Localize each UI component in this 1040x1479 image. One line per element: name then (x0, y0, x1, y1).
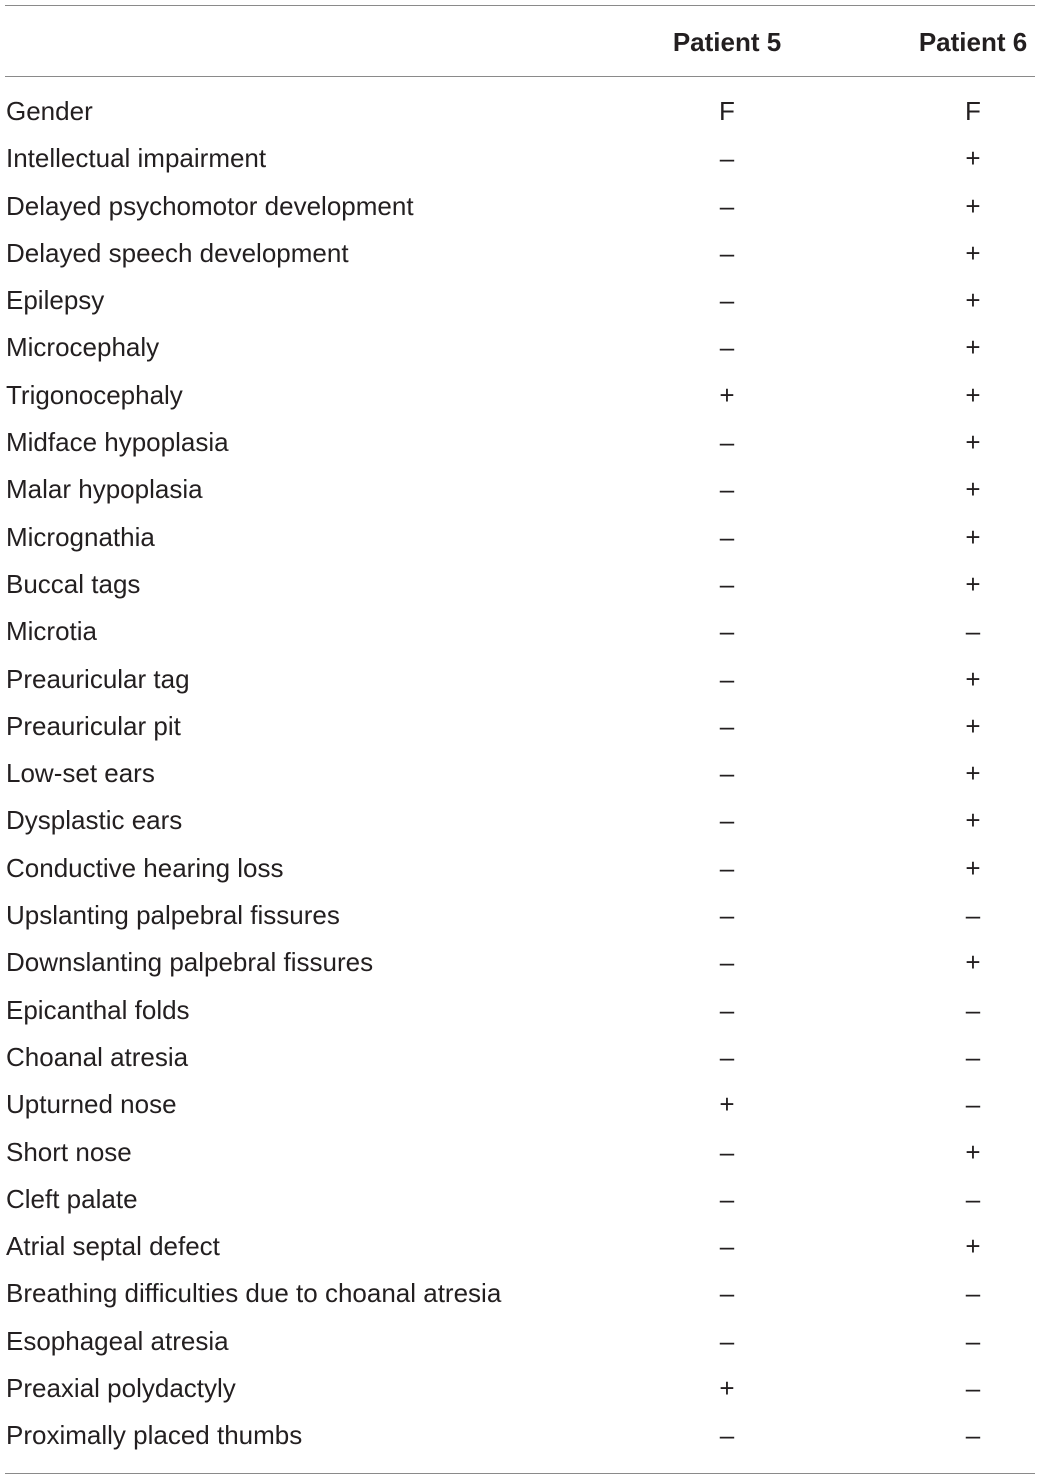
patient-5-value: – (719, 521, 735, 552)
patient-5-value: – (719, 758, 735, 789)
patient-6-value: + (965, 190, 981, 221)
patient-5-value: – (719, 1231, 735, 1262)
patient-5-value: – (719, 1041, 735, 1072)
table-bottom-rule (5, 1473, 1035, 1474)
patient-6-value: – (965, 1183, 981, 1214)
patient-6-value: + (965, 332, 981, 363)
table-row (0, 703, 1040, 750)
table-row (0, 892, 1040, 939)
patient-5-value: – (719, 1278, 735, 1309)
table-row (0, 845, 1040, 892)
patient-5-value: – (719, 947, 735, 978)
patient-5-value: – (719, 427, 735, 458)
patient-6-value: + (965, 1231, 981, 1262)
patient-5-value: – (719, 143, 735, 174)
feature-label: Atrial septal defect (6, 1231, 220, 1262)
patient-6-value: + (965, 427, 981, 458)
patient-6-value: + (965, 474, 981, 505)
column-header-patient-5: Patient 5 (672, 27, 782, 57)
patient-6-value: + (965, 1136, 981, 1167)
patient-5-value: – (719, 285, 735, 316)
patient-5-value: + (719, 1373, 735, 1404)
table-row (0, 514, 1040, 561)
patient-5-value: – (719, 1420, 735, 1451)
patient-6-value: + (965, 285, 981, 316)
feature-label: Proximally placed thumbs (6, 1420, 303, 1451)
table-row (0, 750, 1040, 797)
feature-label: Delayed speech development (6, 237, 349, 268)
patient-6-value: + (965, 568, 981, 599)
patient-5-value: – (719, 1136, 735, 1167)
column-header-patient-6: Patient 6 (918, 27, 1028, 57)
table-row (0, 466, 1040, 513)
patient-5-value: – (719, 568, 735, 599)
patient-6-value: + (965, 379, 981, 410)
patient-6-value: + (965, 758, 981, 789)
feature-label: Delayed psychomotor development (6, 190, 414, 221)
feature-label: Trigonocephaly (6, 379, 183, 410)
patient-5-value: – (719, 616, 735, 647)
patient-6-value: – (965, 1089, 981, 1120)
table-row (0, 1365, 1040, 1412)
table-row (0, 1129, 1040, 1176)
feature-label: Esophageal atresia (6, 1325, 229, 1356)
patient-6-value: + (965, 947, 981, 978)
patient-6-value: + (965, 521, 981, 552)
table-row (0, 987, 1040, 1034)
table-row (0, 1412, 1040, 1459)
patient-5-value: – (719, 190, 735, 221)
patient-6-value: – (965, 1420, 981, 1451)
feature-label: Midface hypoplasia (6, 427, 229, 458)
feature-label: Micrognathia (6, 521, 155, 552)
patient-6-value: – (965, 994, 981, 1025)
table-row (0, 608, 1040, 655)
patient-5-value: + (719, 1089, 735, 1120)
feature-label: Choanal atresia (6, 1041, 189, 1072)
table-row (0, 419, 1040, 466)
patient-5-value: – (719, 1325, 735, 1356)
feature-label: Low-set ears (6, 758, 155, 789)
patient-6-value: – (965, 1325, 981, 1356)
patient-5-value: F (719, 96, 735, 126)
table-row (0, 1034, 1040, 1081)
feature-label: Epilepsy (6, 285, 105, 316)
table-row (0, 797, 1040, 844)
table-row (0, 1176, 1040, 1223)
patient-6-value: + (965, 143, 981, 174)
patient-5-value: + (719, 379, 735, 410)
patient-5-value: – (719, 1183, 735, 1214)
table-body (0, 88, 1040, 1460)
patient-5-value: – (719, 663, 735, 694)
feature-label: Preaxial polydactyly (6, 1373, 236, 1404)
table-row (0, 372, 1040, 419)
feature-label: Short nose (6, 1136, 132, 1167)
feature-label: Epicanthal folds (6, 994, 190, 1025)
feature-label: Conductive hearing loss (6, 852, 284, 883)
patient-6-value: – (965, 1041, 981, 1072)
patient-5-value: – (719, 852, 735, 883)
feature-label: Microcephaly (6, 332, 160, 363)
feature-label: Dysplastic ears (6, 805, 183, 836)
feature-label: Preauricular pit (6, 710, 181, 741)
table-row (0, 1223, 1040, 1270)
table-row (0, 1270, 1040, 1317)
feature-label: Malar hypoplasia (6, 474, 203, 505)
table-header-rule (5, 76, 1035, 77)
table-row (0, 939, 1040, 986)
patient-5-value: – (719, 474, 735, 505)
feature-label: Intellectual impairment (6, 143, 267, 174)
patient-6-value: + (965, 805, 981, 836)
feature-label: Downslanting palpebral fissures (6, 947, 374, 978)
table-row (0, 324, 1040, 371)
feature-label: Microtia (6, 616, 98, 647)
patient-5-value: – (719, 900, 735, 931)
patient-5-value: – (719, 994, 735, 1025)
table-top-rule (5, 5, 1035, 6)
table-row (0, 1081, 1040, 1128)
feature-label: Upslanting palpebral fissures (6, 900, 340, 931)
table-row (0, 1318, 1040, 1365)
patient-6-value: F (965, 96, 981, 126)
table-row (0, 656, 1040, 703)
table-row (0, 183, 1040, 230)
patient-6-value: – (965, 616, 981, 647)
feature-label: Buccal tags (6, 568, 141, 599)
patient-6-value: + (965, 710, 981, 741)
table-row (0, 88, 1040, 135)
patient-6-value: – (965, 1278, 981, 1309)
table-row (0, 561, 1040, 608)
patient-6-value: – (965, 1373, 981, 1404)
patient-5-value: – (719, 710, 735, 741)
feature-label: Cleft palate (6, 1183, 138, 1214)
patient-5-value: – (719, 237, 735, 268)
patient-6-value: – (965, 900, 981, 931)
patient-6-value: + (965, 237, 981, 268)
feature-label: Upturned nose (6, 1089, 177, 1120)
table-row (0, 230, 1040, 277)
patient-6-value: + (965, 852, 981, 883)
table-row (0, 135, 1040, 182)
feature-label: Gender (6, 96, 93, 126)
patient-5-value: – (719, 805, 735, 836)
feature-label: Preauricular tag (6, 663, 190, 694)
table-row (0, 277, 1040, 324)
patient-6-value: + (965, 663, 981, 694)
patient-5-value: – (719, 332, 735, 363)
table-header-row (0, 20, 1040, 64)
feature-label: Breathing difficulties due to choanal atresia (6, 1278, 502, 1309)
